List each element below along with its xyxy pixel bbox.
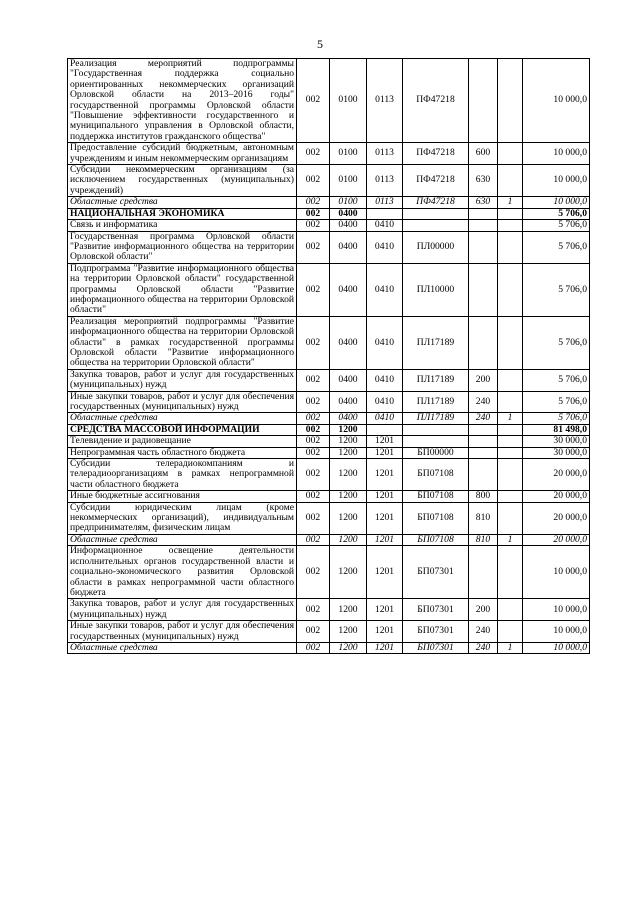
funding-source-code: 1: [498, 413, 523, 424]
item-name: НАЦИОНАЛЬНАЯ ЭКОНОМИКА: [68, 208, 297, 219]
table-row: [68, 197, 590, 208]
expense-type-code: [469, 447, 498, 458]
table-row: [68, 316, 590, 369]
section-code: 1200: [330, 642, 367, 653]
table-row: [68, 546, 590, 599]
subsection-code: 1201: [367, 599, 403, 621]
amount: 30 000,0: [523, 436, 590, 447]
subsection-code: 0410: [367, 263, 403, 316]
table-row: [68, 424, 590, 435]
amount: 10 000,0: [523, 143, 590, 165]
target-article-code: БП00000: [403, 447, 469, 458]
page-number: 5: [317, 37, 323, 51]
amount: 5 706,0: [523, 391, 590, 413]
amount: 5 706,0: [523, 231, 590, 263]
amount: 20 000,0: [523, 491, 590, 502]
table-row: [68, 231, 590, 263]
expense-type-code: 810: [469, 534, 498, 545]
table-row: [68, 208, 590, 219]
expense-type-code: 810: [469, 502, 498, 534]
funding-source-code: 1: [498, 642, 523, 653]
table-row: [68, 534, 590, 545]
item-name: Закупка товаров, работ и услуг для государственных (муниципальных) нужд: [68, 599, 297, 621]
table-row: [68, 143, 590, 165]
funding-source-code: [498, 447, 523, 458]
amount: 10 000,0: [523, 546, 590, 599]
section-code: 0400: [330, 263, 367, 316]
amount: 10 000,0: [523, 197, 590, 208]
expense-type-code: [469, 436, 498, 447]
item-name: Государственная программа Орловской области "Развитие информационного общества на территории Орловской области": [68, 231, 297, 263]
section-code: 1200: [330, 447, 367, 458]
table-row: [68, 599, 590, 621]
section-code: 1200: [330, 546, 367, 599]
item-name: Иные бюджетные ассигнования: [68, 491, 297, 502]
table-row: [68, 263, 590, 316]
expense-type-code: 240: [469, 413, 498, 424]
item-name: Предоставление субсидий бюджетным, автономным учреждениям и иным некоммерческим организациям: [68, 143, 297, 165]
amount: 5 706,0: [523, 208, 590, 219]
item-name: СРЕДСТВА МАССОВОЙ ИНФОРМАЦИИ: [68, 424, 297, 435]
budget-table: [67, 58, 590, 654]
target-article-code: БП07108: [403, 534, 469, 545]
target-article-code: БП07301: [403, 599, 469, 621]
target-article-code: БП07108: [403, 491, 469, 502]
subsection-code: 0113: [367, 59, 403, 143]
funding-source-code: [498, 316, 523, 369]
subsection-code: 1201: [367, 546, 403, 599]
funding-source-code: [498, 231, 523, 263]
section-code: 0100: [330, 165, 367, 197]
table-row: [68, 220, 590, 231]
section-code: 0400: [330, 220, 367, 231]
funding-source-code: [498, 491, 523, 502]
section-code: 0400: [330, 369, 367, 391]
target-article-code: ПЛ10000: [403, 263, 469, 316]
item-name: Реализация мероприятий подпрограммы "Развитие информационного общества на территории Орловской области" в рамках государственной программы Орловской области "Развитие информационного общества на территории Орловской области": [68, 316, 297, 369]
amount: 20 000,0: [523, 502, 590, 534]
funding-source-code: [498, 459, 523, 491]
table-row: [68, 413, 590, 424]
target-article-code: БП07301: [403, 546, 469, 599]
item-name: Информационное освещение деятельности исполнительных органов государственной власти и социально-экономического развития Орловской области в рамках непрограммной части областного бюджета: [68, 546, 297, 599]
amount: 10 000,0: [523, 59, 590, 143]
subsection-code: 0410: [367, 369, 403, 391]
amount: 5 706,0: [523, 316, 590, 369]
item-name: Иные закупки товаров, работ и услуг для обеспечения государственных (муниципальных) нужд: [68, 391, 297, 413]
expense-type-code: 630: [469, 165, 498, 197]
item-name: Субсидии некоммерческим организациям (за исключением государственных (муниципальных) учреждений): [68, 165, 297, 197]
ministry-code: 002: [297, 413, 330, 424]
subsection-code: 0113: [367, 165, 403, 197]
funding-source-code: [498, 208, 523, 219]
subsection-code: 0410: [367, 220, 403, 231]
expense-type-code: [469, 316, 498, 369]
target-article-code: ПФ47218: [403, 197, 469, 208]
section-code: 0100: [330, 143, 367, 165]
item-name: Субсидии юридическим лицам (кроме некоммерческих организаций), индивидуальным предпринимателям, физическим лицам: [68, 502, 297, 534]
ministry-code: 002: [297, 642, 330, 653]
expense-type-code: 200: [469, 599, 498, 621]
target-article-code: БП07108: [403, 459, 469, 491]
expense-type-code: 240: [469, 642, 498, 653]
subsection-code: 0410: [367, 231, 403, 263]
table-row: [68, 165, 590, 197]
funding-source-code: [498, 502, 523, 534]
funding-source-code: 1: [498, 534, 523, 545]
target-article-code: ПЛ17189: [403, 391, 469, 413]
subsection-code: 0113: [367, 197, 403, 208]
amount: 10 000,0: [523, 165, 590, 197]
target-article-code: ПЛ17189: [403, 369, 469, 391]
expense-type-code: [469, 459, 498, 491]
amount: 20 000,0: [523, 534, 590, 545]
ministry-code: 002: [297, 59, 330, 143]
subsection-code: 1201: [367, 502, 403, 534]
table-row: [68, 59, 590, 143]
ministry-code: 002: [297, 599, 330, 621]
subsection-code: 0410: [367, 413, 403, 424]
table-row: [68, 502, 590, 534]
amount: 10 000,0: [523, 642, 590, 653]
subsection-code: [367, 424, 403, 435]
expense-type-code: 240: [469, 391, 498, 413]
section-code: 0400: [330, 413, 367, 424]
item-name: Областные средства: [68, 413, 297, 424]
ministry-code: 002: [297, 220, 330, 231]
amount: 5 706,0: [523, 263, 590, 316]
funding-source-code: [498, 436, 523, 447]
target-article-code: [403, 208, 469, 219]
ministry-code: 002: [297, 391, 330, 413]
ministry-code: 002: [297, 143, 330, 165]
section-code: 0100: [330, 59, 367, 143]
section-code: 1200: [330, 621, 367, 643]
amount: 81 498,0: [523, 424, 590, 435]
target-article-code: БП07108: [403, 502, 469, 534]
ministry-code: 002: [297, 491, 330, 502]
expense-type-code: [469, 59, 498, 143]
subsection-code: 1201: [367, 621, 403, 643]
target-article-code: ПФ47218: [403, 143, 469, 165]
ministry-code: 002: [297, 197, 330, 208]
subsection-code: 1201: [367, 459, 403, 491]
ministry-code: 002: [297, 447, 330, 458]
target-article-code: ПФ47218: [403, 59, 469, 143]
expense-type-code: 630: [469, 197, 498, 208]
target-article-code: ПЛ00000: [403, 231, 469, 263]
table-row: [68, 459, 590, 491]
target-article-code: [403, 436, 469, 447]
item-name: Областные средства: [68, 642, 297, 653]
target-article-code: [403, 220, 469, 231]
item-name: Иные закупки товаров, работ и услуг для обеспечения государственных (муниципальных) нужд: [68, 621, 297, 643]
subsection-code: 1201: [367, 534, 403, 545]
subsection-code: 1201: [367, 642, 403, 653]
expense-type-code: [469, 220, 498, 231]
subsection-code: 0113: [367, 143, 403, 165]
funding-source-code: [498, 546, 523, 599]
table-row: [68, 447, 590, 458]
expense-type-code: [469, 546, 498, 599]
section-code: 1200: [330, 491, 367, 502]
ministry-code: 002: [297, 208, 330, 219]
funding-source-code: [498, 165, 523, 197]
subsection-code: 0410: [367, 316, 403, 369]
section-code: 1200: [330, 424, 367, 435]
item-name: Подпрограмма "Развитие информационного общества на территории Орловской области" государственной программы Орловской области "Развитие информационного общества на территории Орловской области": [68, 263, 297, 316]
amount: 20 000,0: [523, 459, 590, 491]
ministry-code: 002: [297, 263, 330, 316]
table-row: [68, 436, 590, 447]
funding-source-code: [498, 424, 523, 435]
amount: 30 000,0: [523, 447, 590, 458]
expense-type-code: [469, 424, 498, 435]
funding-source-code: [498, 369, 523, 391]
item-name: Субсидии телерадиокомпаниям и телерадиоорганизациям в рамках непрограммной части областного бюджета: [68, 459, 297, 491]
expense-type-code: 600: [469, 143, 498, 165]
table-row: [68, 369, 590, 391]
section-code: 1200: [330, 599, 367, 621]
ministry-code: 002: [297, 231, 330, 263]
table-row: [68, 621, 590, 643]
item-name: Реализация мероприятий подпрограммы "Государственная поддержка социально ориентированных некоммерческих организаций Орловской области на 2013–2016 годы" государственной программы Орловской области "Повышение эффективности государственного и муниципального управления в Орловской области, поддержка институтов гражданского общества": [68, 59, 297, 143]
target-article-code: БП07301: [403, 642, 469, 653]
table-row: [68, 642, 590, 653]
expense-type-code: 240: [469, 621, 498, 643]
subsection-code: 1201: [367, 447, 403, 458]
target-article-code: ПЛ17189: [403, 413, 469, 424]
ministry-code: 002: [297, 459, 330, 491]
funding-source-code: [498, 220, 523, 231]
section-code: 1200: [330, 436, 367, 447]
ministry-code: 002: [297, 424, 330, 435]
expense-type-code: [469, 231, 498, 263]
item-name: Закупка товаров, работ и услуг для государственных (муниципальных) нужд: [68, 369, 297, 391]
expense-type-code: [469, 263, 498, 316]
funding-source-code: [498, 143, 523, 165]
target-article-code: [403, 424, 469, 435]
expense-type-code: [469, 208, 498, 219]
ministry-code: 002: [297, 436, 330, 447]
ministry-code: 002: [297, 621, 330, 643]
section-code: 1200: [330, 459, 367, 491]
section-code: 0400: [330, 208, 367, 219]
funding-source-code: [498, 59, 523, 143]
item-name: Телевидение и радиовещание: [68, 436, 297, 447]
table-row: [68, 491, 590, 502]
subsection-code: 0410: [367, 391, 403, 413]
amount: 10 000,0: [523, 621, 590, 643]
table-row: [68, 391, 590, 413]
funding-source-code: [498, 391, 523, 413]
amount: 10 000,0: [523, 599, 590, 621]
item-name: Непрограммная часть областного бюджета: [68, 447, 297, 458]
section-code: 0400: [330, 316, 367, 369]
expense-type-code: 800: [469, 491, 498, 502]
ministry-code: 002: [297, 369, 330, 391]
ministry-code: 002: [297, 316, 330, 369]
target-article-code: ПЛ17189: [403, 316, 469, 369]
funding-source-code: [498, 621, 523, 643]
subsection-code: [367, 208, 403, 219]
item-name: Связь и информатика: [68, 220, 297, 231]
section-code: 0400: [330, 391, 367, 413]
amount: 5 706,0: [523, 369, 590, 391]
section-code: 0400: [330, 231, 367, 263]
subsection-code: 1201: [367, 491, 403, 502]
section-code: 1200: [330, 502, 367, 534]
section-code: 1200: [330, 534, 367, 545]
ministry-code: 002: [297, 165, 330, 197]
funding-source-code: 1: [498, 197, 523, 208]
item-name: Областные средства: [68, 534, 297, 545]
funding-source-code: [498, 599, 523, 621]
ministry-code: 002: [297, 546, 330, 599]
amount: 5 706,0: [523, 220, 590, 231]
item-name: Областные средства: [68, 197, 297, 208]
funding-source-code: [498, 263, 523, 316]
section-code: 0100: [330, 197, 367, 208]
ministry-code: 002: [297, 502, 330, 534]
target-article-code: БП07301: [403, 621, 469, 643]
target-article-code: ПФ47218: [403, 165, 469, 197]
subsection-code: 1201: [367, 436, 403, 447]
amount: 5 706,0: [523, 413, 590, 424]
expense-type-code: 200: [469, 369, 498, 391]
ministry-code: 002: [297, 534, 330, 545]
